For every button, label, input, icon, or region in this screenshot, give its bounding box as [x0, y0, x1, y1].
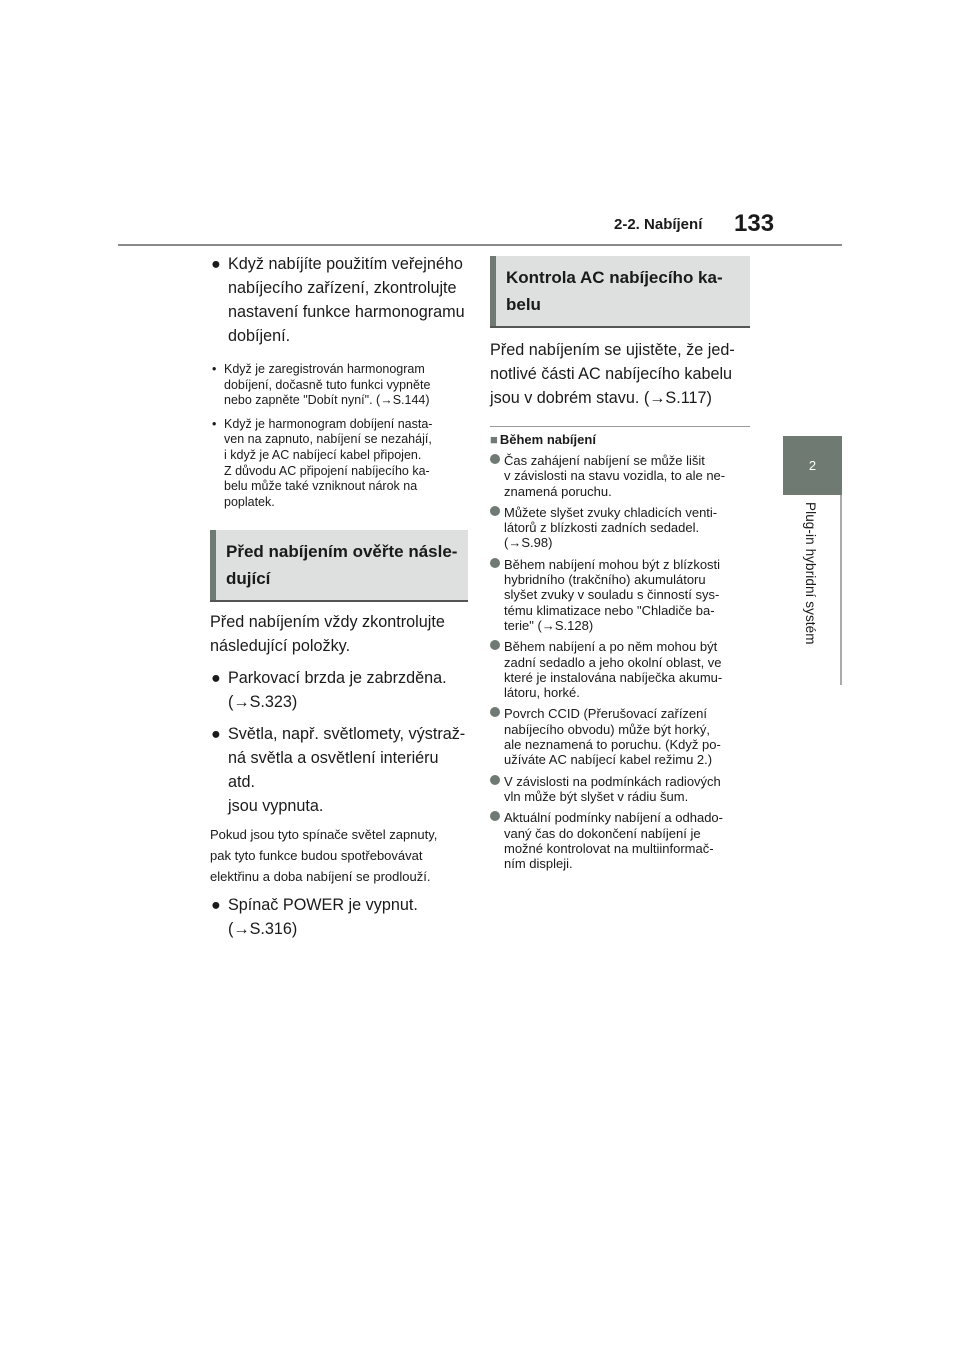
list-item	[490, 774, 750, 805]
line: nabíjecího zařízení, zkontrolujte	[228, 279, 457, 297]
line: Během nabíjení mohou být z blízkosti	[504, 556, 721, 572]
dot-bullet-icon	[490, 558, 500, 568]
cable-intro	[490, 338, 750, 410]
line: (→S.323)	[228, 693, 298, 712]
line: (→S.98)	[504, 535, 553, 551]
section-title: 2-2. Nabíjení	[614, 216, 703, 233]
line: Před nabíjením se ujistěte, že jed-	[490, 341, 735, 359]
bullet-icon: ●	[211, 255, 221, 273]
small-bullet-icon: •	[212, 362, 217, 376]
chapter-tab-bar	[840, 495, 842, 685]
section-divider	[490, 426, 750, 427]
subheading-during-charging	[490, 431, 750, 449]
line: notlivé části AC nabíjecího kabelu	[490, 365, 733, 383]
line: Čas zahájení nabíjení se může lišit	[504, 453, 705, 468]
right-column	[490, 256, 750, 871]
line: belu	[506, 295, 541, 314]
dot-bullet-icon	[490, 775, 500, 785]
bullet-public-charger	[210, 252, 468, 348]
line: belu může také vzniknout nárok na	[224, 479, 418, 494]
line: ale neznamená to poruchu. (Když po-	[504, 737, 721, 753]
line: zadní sedadlo a jeho okolní oblast, ve	[504, 654, 722, 670]
dot-bullet-icon	[490, 811, 500, 821]
intro-paragraph	[210, 610, 468, 658]
square-bullet-icon: ■	[490, 432, 498, 447]
line: Povrch CCID (Přerušovací zařízení	[504, 706, 708, 722]
line: jsou v dobrém stavu. (→S.117)	[490, 389, 712, 407]
chapter-title: Plug-in hybridní systém	[803, 502, 818, 645]
line: nabíjecího obvodu) může být horký,	[504, 721, 710, 737]
line: poplatek.	[224, 494, 275, 509]
line: znamená poruchu.	[504, 483, 612, 499]
line: elektřinu a doba nabíjení se prodlouží.	[210, 869, 431, 885]
line: Spínač POWER je vypnut.	[228, 896, 418, 915]
line: pak tyto funkce budou spotřebovávat	[210, 848, 423, 864]
line: Z důvodu AC připojení nabíjecího ka-	[224, 463, 430, 478]
line: Když nabíjíte použitím veřejného	[228, 255, 463, 273]
list-item	[490, 505, 750, 551]
line: i když je AC nabíjecí kabel připojen.	[224, 447, 422, 462]
small-bullet-icon: •	[212, 416, 217, 431]
bullet-icon: ●	[211, 896, 221, 915]
heading-ac-cable-check	[490, 256, 750, 328]
line: Před nabíjením vždy zkontrolujte	[210, 613, 445, 632]
dot-bullet-icon	[490, 506, 500, 516]
lights-note	[210, 824, 468, 887]
line: slyšet zvuky v souladu s činností sys-	[504, 587, 720, 603]
check-power-switch	[210, 893, 468, 941]
bullet-icon: ●	[211, 669, 221, 688]
line: Když je harmonogram dobíjení nasta-	[224, 416, 433, 431]
dot-bullet-icon	[490, 640, 500, 650]
line: vaný čas do dokončení nabíjení je	[504, 825, 701, 841]
line: vln může být slyšet v rádiu šum.	[504, 788, 689, 804]
line: látorů z blízkosti zadních sedadel.	[504, 520, 700, 536]
line: v závislosti na stavu vozidla, to ale ne-	[504, 468, 726, 484]
line: které je instalována nabíječka akumu-	[504, 669, 723, 685]
line: užíváte AC nabíjecí kabel režimu 2.)	[504, 752, 713, 768]
dot-bullet-icon	[490, 707, 500, 717]
line: Kontrola AC nabíjecího ka-	[506, 268, 723, 287]
line: látoru, horké.	[504, 685, 580, 701]
line: (→S.316)	[228, 920, 298, 939]
left-column	[210, 252, 468, 941]
line: dobíjení.	[228, 327, 291, 345]
line: Pokud jsou tyto spínače světel zapnuty,	[210, 827, 438, 843]
line: ním displeji.	[504, 856, 573, 872]
heading-before-charging	[210, 530, 468, 602]
line: následující položky.	[210, 637, 351, 656]
note-schedule-on	[210, 417, 468, 511]
line: V závislosti na podmínkách radiových	[504, 773, 721, 789]
line: možné kontrolovat na multiinformač-	[504, 840, 714, 856]
list-item	[490, 453, 750, 499]
check-lights	[210, 722, 468, 818]
line: Když je zaregistrován harmonogram	[224, 362, 425, 376]
line: nastavení funkce harmonogramu	[228, 303, 465, 321]
line: Parkovací brzda je zabrzděna.	[228, 669, 447, 688]
check-parking-brake	[210, 666, 468, 714]
line: nebo zapněte "Dobít nyní". (→S.144)	[224, 393, 430, 408]
line: dobíjení, dočasně tuto funkci vypněte	[224, 377, 431, 392]
line: dující	[226, 569, 271, 589]
header-divider	[118, 244, 842, 246]
note-registered-schedule	[210, 362, 468, 409]
line: Můžete slyšet zvuky chladicích venti-	[504, 504, 718, 520]
list-item	[490, 639, 750, 700]
page-number: 133	[734, 210, 775, 237]
line: jsou vypnuta.	[228, 797, 324, 816]
line: Před nabíjením ověřte násle-	[226, 542, 458, 562]
line: Během nabíjení a po něm mohou být	[504, 639, 718, 655]
chapter-tab	[783, 436, 842, 495]
chapter-number: 2	[808, 458, 817, 473]
line: Světla, např. světlomety, výstraž-	[228, 725, 466, 744]
line: terie" (→S.128)	[504, 617, 594, 633]
line: ná světla a osvětlení interiéru atd.	[228, 749, 439, 792]
list-item	[490, 557, 750, 633]
dot-bullet-icon	[490, 454, 500, 464]
list-item	[490, 706, 750, 767]
line: ven na zapnuto, nabíjení se nezahájí,	[224, 432, 432, 447]
bullet-icon: ●	[211, 725, 221, 744]
list-item	[490, 810, 750, 871]
line: Aktuální podmínky nabíjení a odhado-	[504, 810, 723, 826]
line: tému klimatizace nebo "Chladiče ba-	[504, 602, 715, 618]
subheading-text: Během nabíjení	[499, 432, 596, 447]
line: hybridního (trakčního) akumulátoru	[504, 572, 706, 588]
